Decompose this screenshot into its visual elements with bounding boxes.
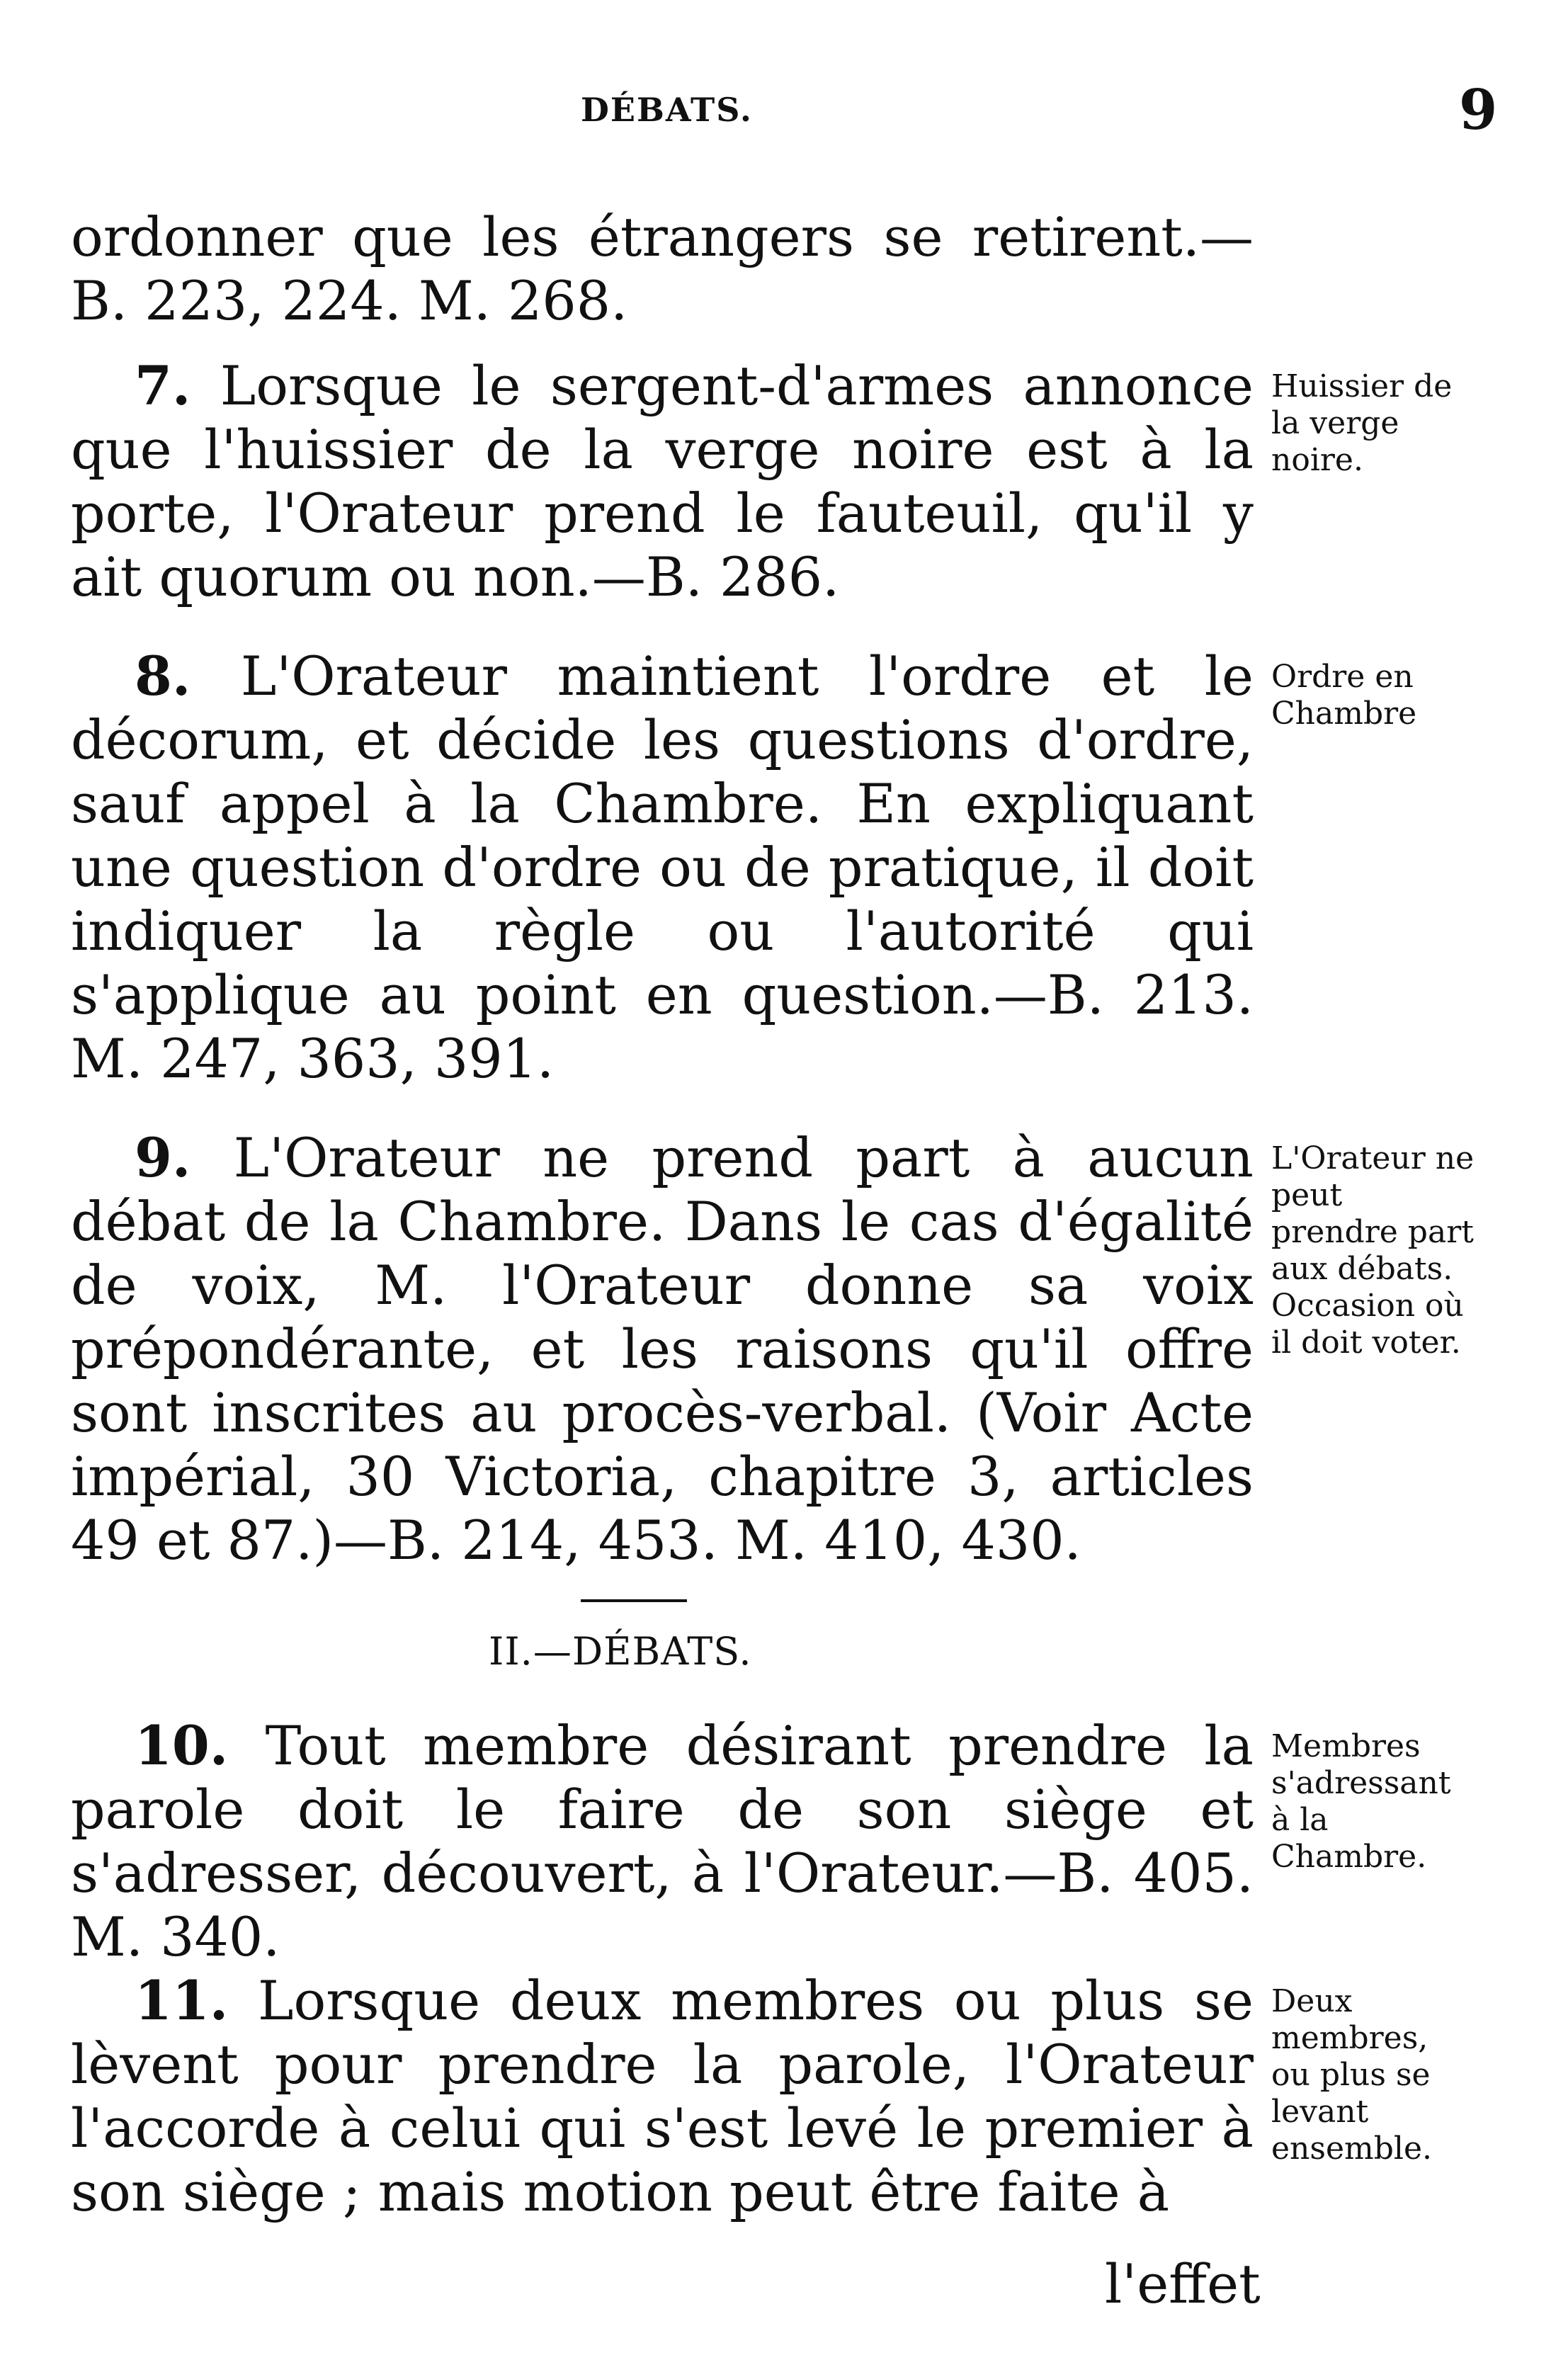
margin-note-8: Ordre en Chambre (1271, 659, 1417, 732)
margin-note-10: Membres s'adressant à la Chambre. (1271, 1728, 1451, 1875)
paragraph-10 (71, 1714, 1254, 1969)
paragraph-8 (71, 645, 1254, 1091)
paragraph-number: 11. (135, 1969, 229, 2032)
margin-note-7: Huissier de la verge noire. (1271, 368, 1453, 478)
paragraph-number: 9. (135, 1126, 191, 1189)
running-header (0, 78, 1568, 142)
margin-note-9: L'Orateur ne peut prendre part aux débats. Occasion où il doit voter. (1271, 1140, 1475, 1361)
paragraph-text: L'Orateur maintient l'ordre et le décorum, et décide les questions d'ordre, sauf appel à la Chambre. En expliquant une question d'ordre ou de pratique, il doit indiquer la règle ou l'autorité qui s'applique au point en question.—B. 213. M. 247, 363, 391. (71, 645, 1254, 1090)
catchword: l'effet (1105, 2252, 1261, 2315)
paragraph-text: Tout membre désirant prendre la parole doit le faire de son siège et s'adresser, découvert, à l'Orateur.—B. 405. M. 340. (71, 1714, 1254, 1968)
paragraph-number: 7. (135, 354, 191, 417)
paragraph-number: 10. (135, 1714, 229, 1777)
paragraph-11 (71, 1969, 1254, 2224)
paragraph-continuation (71, 205, 1254, 333)
paragraph-text: Lorsque le sergent-d'armes annonce que l'huissier de la verge noire est à la porte, l'Orateur prend le fauteuil, qu'il y ait quorum ou non.—B. 286. (71, 354, 1254, 608)
margin-note-11: Deux membres, ou plus se levant ensemble. (1271, 1983, 1432, 2167)
paragraph-text: ordonner que les étrangers se retirent.— B. 223, 224. M. 268. (71, 205, 1254, 332)
paragraph-text: Lorsque deux membres ou plus se lèvent pour prendre la parole, l'Orateur l'accorde à celui qui s'est levé le premier à son siège ; mais motion peut être faite à (71, 1969, 1254, 2223)
running-title: DÉBATS. (581, 91, 753, 129)
page-number: 9 (1459, 78, 1498, 142)
paragraph-number: 8. (135, 645, 191, 708)
paragraph-7 (71, 354, 1254, 609)
section-rule (581, 1599, 687, 1602)
paragraph-9 (71, 1126, 1254, 1572)
section-heading: II.—DÉBATS. (489, 1629, 752, 1674)
paragraph-text: L'Orateur ne prend part à aucun débat de la Chambre. Dans le cas d'égalité de voix, M. l'Orateur donne sa voix prépondérante, et les raisons qu'il offre sont inscrites au procès-verbal. (Voir Acte impérial, 30 Victoria, chapitre 3, articles 49 et 87.)—B. 214, 453. M. 410, 430. (71, 1126, 1254, 1572)
